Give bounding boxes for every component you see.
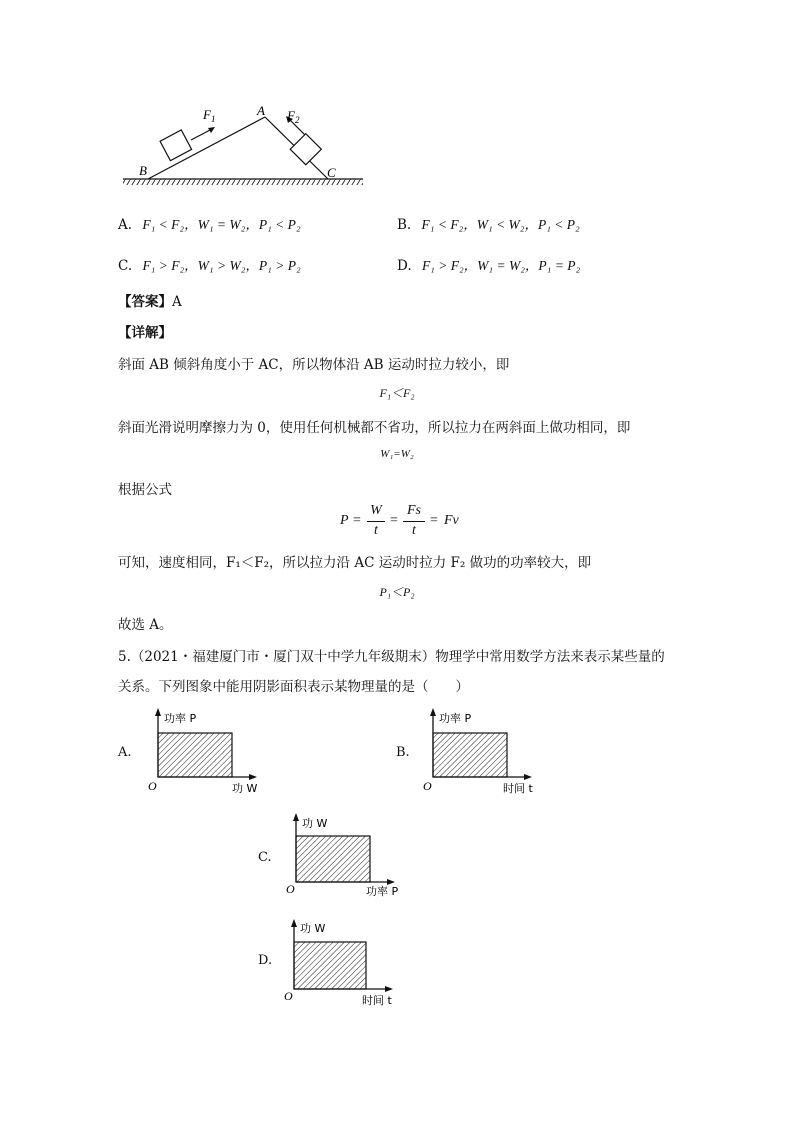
option-b[interactable]: B. F₁ < F₂，W₁ < W₂，P₁ < P₂ <box>397 217 580 233</box>
graph-d-x-label: 时间 t <box>362 994 392 1007</box>
detail-tag: 【详解】 <box>118 325 172 341</box>
graph-a <box>140 705 280 795</box>
block-left <box>160 130 192 161</box>
label-f1: $F_1$ <box>203 107 216 124</box>
graph-a-x-label: 功 W <box>232 782 258 795</box>
arrow-f1 <box>191 129 212 140</box>
option-a[interactable]: A. F₁ < F₂，W₁ = W₂，P₁ < P₂ <box>118 217 301 233</box>
graph-a-shaded-area <box>158 733 232 777</box>
graph-d-origin: O <box>284 989 293 1003</box>
option-c[interactable]: C. F₁ > F₂，W₁ > W₂，P₁ > P₂ <box>118 258 301 274</box>
graph-d-option-label[interactable]: D. <box>258 953 273 968</box>
block-right <box>290 134 321 165</box>
graph-b-shaded-area <box>433 733 507 777</box>
explain-eq-1: F₁＜F₂ <box>379 386 415 400</box>
graph-d <box>276 914 416 1009</box>
explain-line-4: 可知，速度相同，F₁＜F₂，所以拉力沿 AC 运动时拉力 F₂ 做功的功率较大，即 <box>118 555 592 571</box>
graph-a-option-label[interactable]: A. <box>118 745 132 760</box>
answer-line: 【答案】A <box>118 294 182 310</box>
graph-b-x-label: 时间 t <box>503 782 533 795</box>
power-formula: P = W t = Fs t = Fv <box>340 503 459 538</box>
q5-line-2: 关系。下列图象中能用阴影面积表示某物理量的是（ ） <box>118 679 469 695</box>
graph-c <box>278 810 418 900</box>
graph-d-y-label: 功 W <box>300 922 326 935</box>
graph-c-shaded-area <box>296 836 370 882</box>
label-c: C <box>327 165 336 180</box>
graph-b-option-label[interactable]: B. <box>396 745 410 760</box>
graph-b-origin: O <box>423 779 432 793</box>
graph-c-option-label[interactable]: C. <box>258 850 272 865</box>
explain-line-3: 根据公式 <box>118 482 172 498</box>
explain-line-1: 斜面 AB 倾斜角度小于 AC，所以物体沿 AB 运动时拉力较小，即 <box>118 357 510 373</box>
graph-a-y-label: 功率 P <box>164 712 197 725</box>
label-f2: $F_2$ <box>287 108 300 125</box>
explain-eq-2: W₁=W₂ <box>380 448 414 460</box>
explain-line-5: 故选 A。 <box>118 617 173 633</box>
option-d[interactable]: D. F₁ > F₂，W₁ = W₂，P₁ = P₂ <box>397 258 581 274</box>
graph-b <box>415 705 555 795</box>
q5-line-1: 5.（2021・福建厦门市・厦门双十中学九年级期末）物理学中常用数学方法来表示某些量的 <box>118 649 665 665</box>
label-b: B <box>139 163 147 178</box>
explain-eq-3: P₁＜P₂ <box>379 585 415 599</box>
graph-d-shaded-area <box>294 942 366 989</box>
graph-c-x-label: 功率 P <box>366 885 399 898</box>
graph-c-origin: O <box>286 882 295 896</box>
label-a: A <box>257 103 265 118</box>
explain-line-2: 斜面光滑说明摩擦力为 0，使用任何机械都不省功，所以拉力在两斜面上做功相同，即 <box>118 420 631 436</box>
graph-c-y-label: 功 W <box>302 817 328 830</box>
graph-b-y-label: 功率 P <box>439 712 472 725</box>
graph-a-origin: O <box>148 779 157 793</box>
incline-figure <box>115 100 375 195</box>
